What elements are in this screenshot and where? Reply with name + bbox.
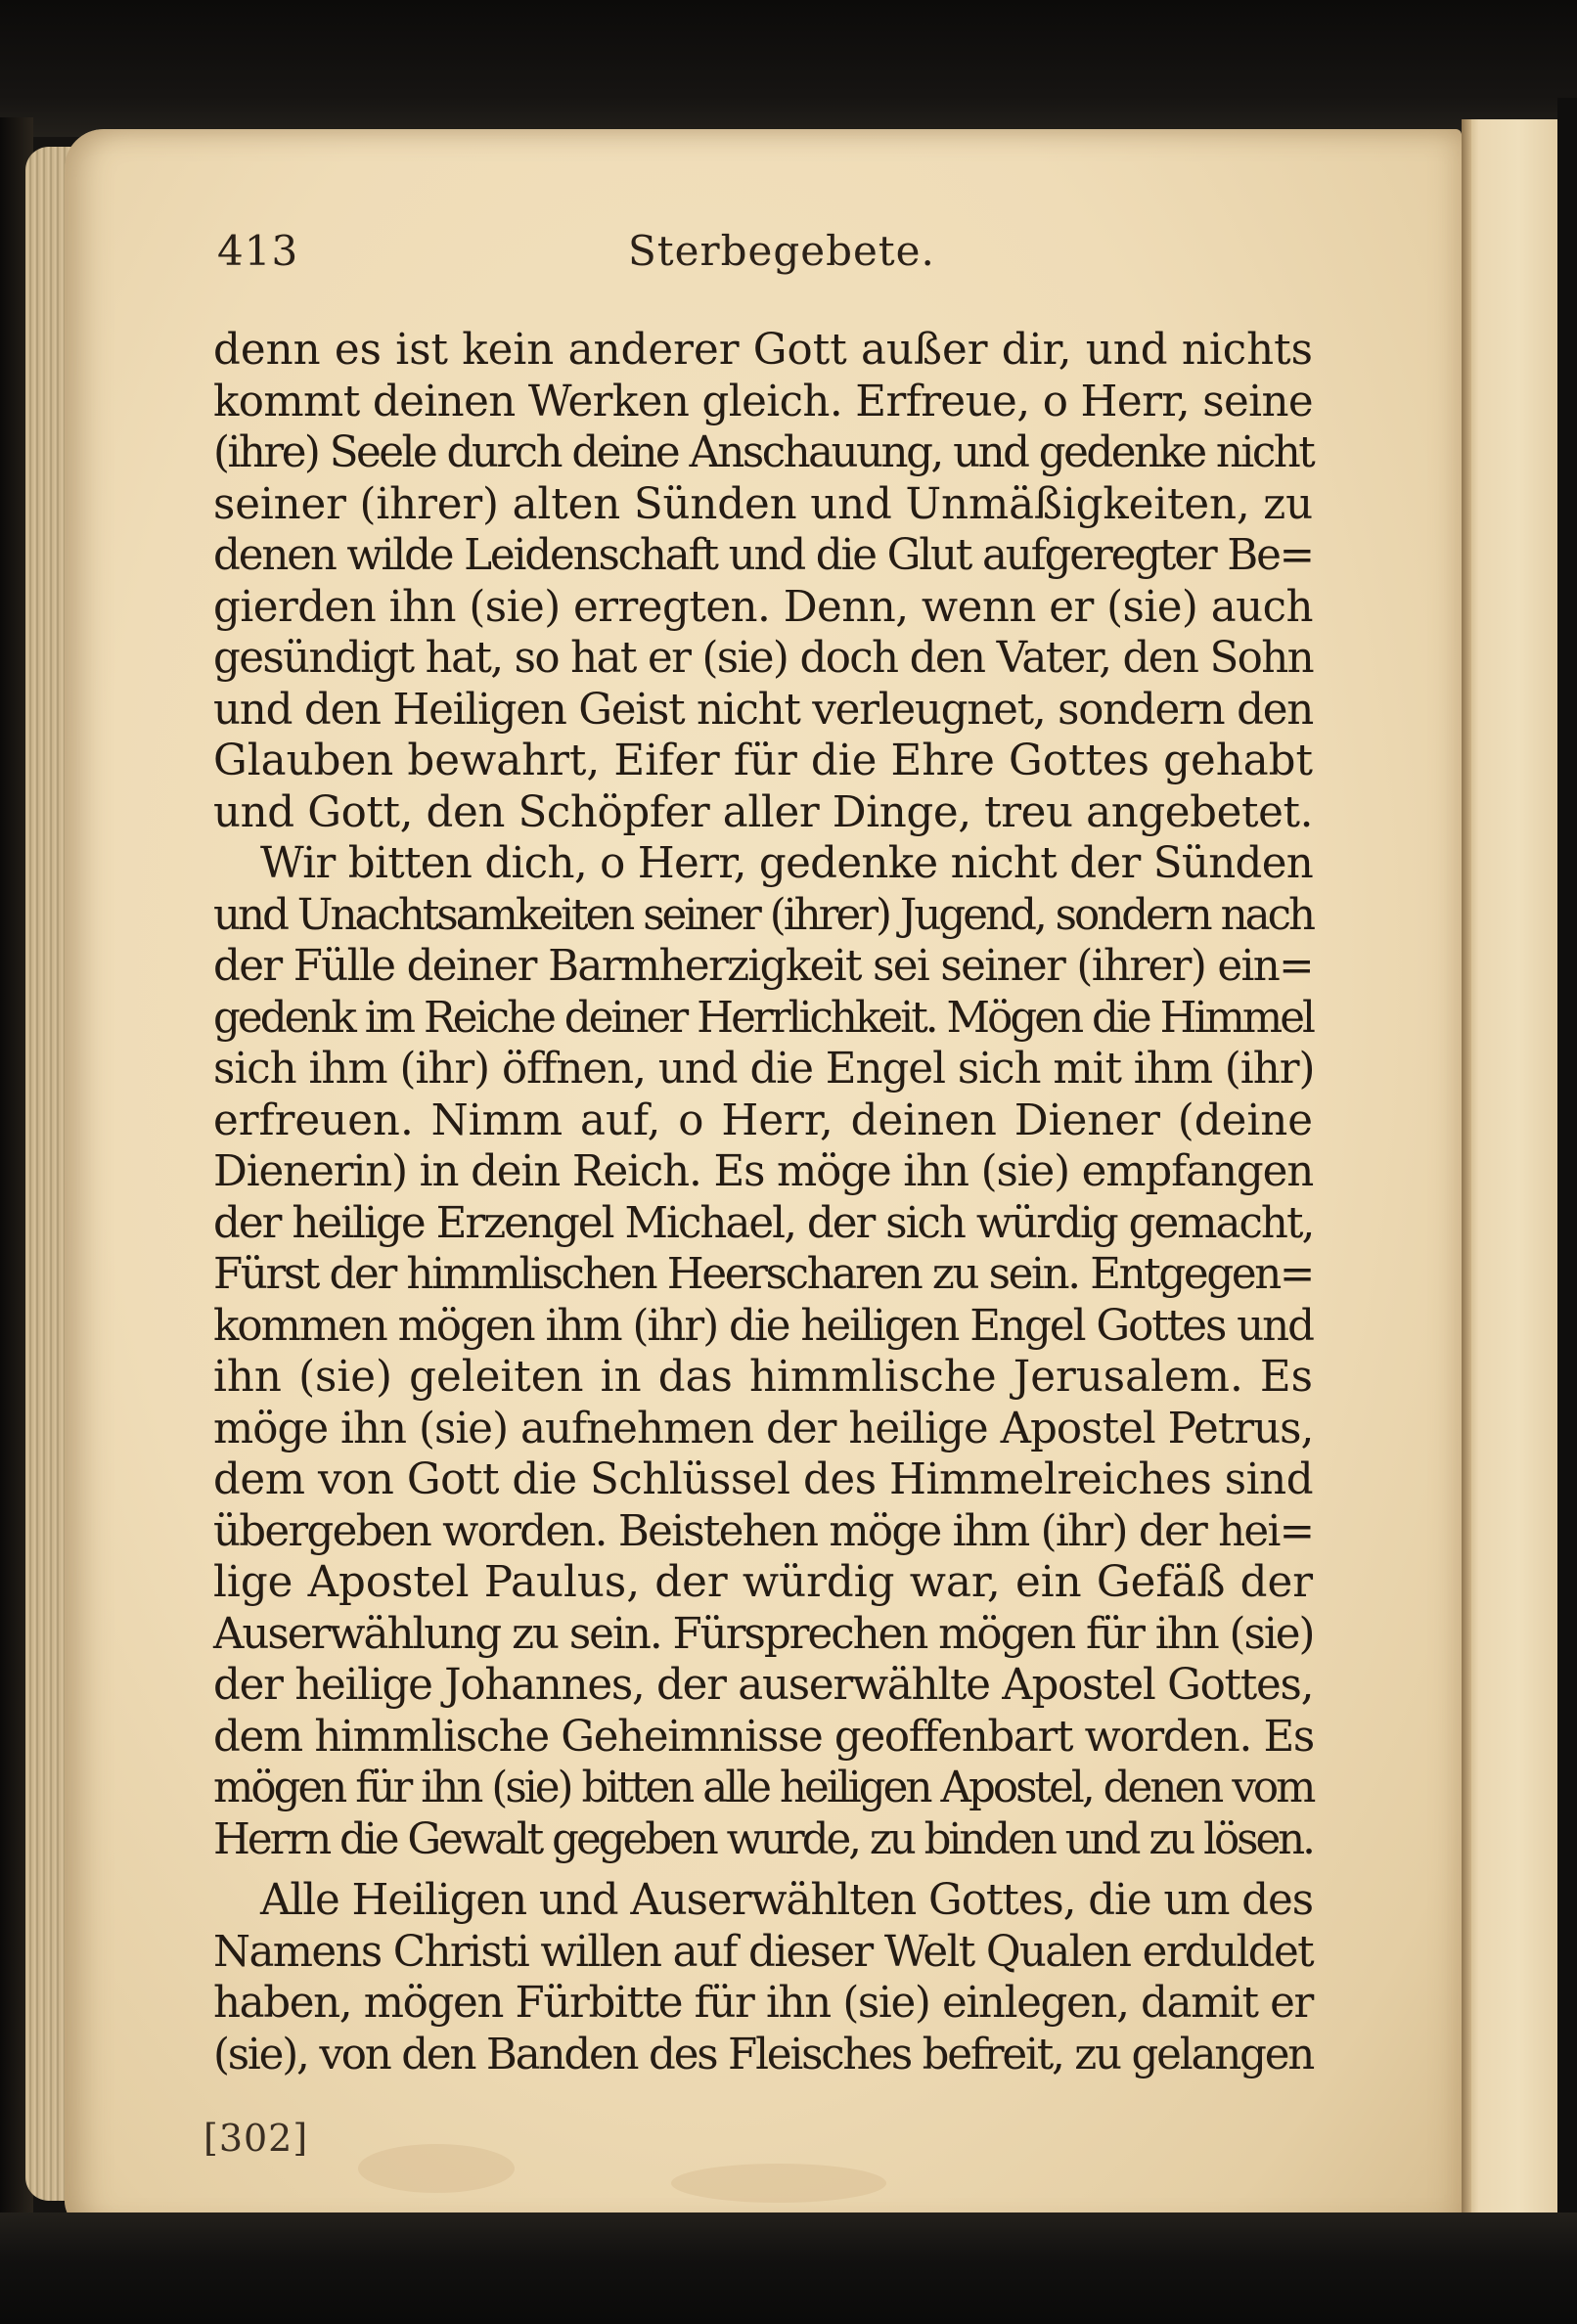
text-line: dem himmlische Geheimnisse geoffenbart worden. Es bbox=[213, 1712, 1314, 1762]
text-line: lige Apostel Paulus, der würdig war, ein Gefäß der bbox=[213, 1558, 1313, 1607]
text-line: Herrn die Gewalt gegeben wurde, zu binden und zu lösen. bbox=[213, 1814, 1313, 1864]
text-line: der heilige Erzengel Michael, der sich würdig gemacht, bbox=[213, 1198, 1314, 1248]
page-number: 413 bbox=[217, 227, 299, 275]
text-line: Fürst der himmlischen Heerscharen zu sein. Entgegen= bbox=[213, 1250, 1313, 1299]
text-line: möge ihn (sie) aufnehmen der heilige Apostel Petrus, bbox=[213, 1404, 1314, 1453]
text-line: erfreuen. Nimm auf, o Herr, deinen Diener (deine bbox=[213, 1095, 1313, 1145]
text-line: kommen mögen ihm (ihr) die heiligen Engel Gottes und bbox=[213, 1301, 1314, 1351]
text-line: denen wilde Leidenschaft und die Glut aufgeregter Be= bbox=[213, 531, 1313, 580]
text-line: dem von Gott die Schlüssel des Himmelreiches sind bbox=[213, 1455, 1314, 1504]
text-line: gesündigt hat, so hat er (sie) doch den Vater, den Sohn bbox=[213, 634, 1314, 683]
paper-stain bbox=[671, 2164, 886, 2203]
text-line: sich ihm (ihr) öffnen, und die Engel sich mit ihm (ihr) bbox=[213, 1045, 1315, 1094]
book-cover-top bbox=[0, 0, 1577, 137]
text-line: Auserwählung zu sein. Fürsprechen mögen für ihn (sie) bbox=[213, 1609, 1314, 1659]
text-line: denn es ist kein anderer Gott außer dir, und nichts bbox=[213, 326, 1313, 375]
facing-page-edge bbox=[1462, 119, 1557, 2232]
text-line: mögen für ihn (sie) bitten alle heiligen Apostel, denen vom bbox=[213, 1764, 1314, 1812]
text-line: Namens Christi willen auf dieser Welt Qualen erduldet bbox=[213, 1927, 1313, 1977]
text-line: und den Heiligen Geist nicht verleugnet, sondern den bbox=[213, 685, 1313, 735]
text-line: (ihre) Seele durch deine Anschauung, und gedenke nicht bbox=[213, 428, 1314, 477]
prayer-text bbox=[213, 325, 1313, 2080]
paragraph-gap bbox=[213, 1865, 1313, 1875]
page-gutter bbox=[1462, 119, 1471, 2232]
paper-stain bbox=[358, 2144, 515, 2193]
text-line: gierden ihn (sie) erregten. Denn, wenn er (sie) auch bbox=[213, 582, 1313, 632]
text-line: ihn (sie) geleiten in das himmlische Jerusalem. Es bbox=[213, 1353, 1313, 1402]
text-line: (sie), von den Banden des Fleisches befreit, zu gelangen bbox=[213, 2030, 1314, 2079]
running-title: Sterbegebete. bbox=[628, 227, 935, 275]
text-line: Alle Heiligen und Auserwählten Gottes, die um des bbox=[260, 1876, 1313, 1925]
text-line: haben, mögen Fürbitte für ihn (sie) einlegen, damit er bbox=[213, 1979, 1313, 2028]
text-line: und Unachtsamkeiten seiner (ihrer) Jugend, sondern nach bbox=[213, 890, 1313, 940]
text-line: gedenk im Reiche deiner Herrlichkeit. Mögen die Himmel bbox=[213, 993, 1313, 1043]
text-line: kommt deinen Werken gleich. Erfreue, o Herr, seine bbox=[213, 377, 1314, 426]
text-line: der Fülle deiner Barmherzigkeit sei seiner (ihrer) ein= bbox=[213, 942, 1313, 991]
text-line: übergeben worden. Beistehen möge ihm (ihr) der hei= bbox=[213, 1506, 1314, 1556]
text-line: seiner (ihrer) alten Sünden und Unmäßigkeiten, zu bbox=[213, 479, 1313, 529]
text-line: Dienerin) in dein Reich. Es möge ihn (sie) empfangen bbox=[213, 1147, 1314, 1196]
book-cover-bottom bbox=[0, 2212, 1577, 2324]
text-line: der heilige Johannes, der auserwählte Apostel Gottes, bbox=[213, 1661, 1314, 1710]
text-line: Glauben bewahrt, Eifer für die Ehre Gottes gehabt bbox=[213, 737, 1313, 785]
printer-signature: [302] bbox=[203, 2117, 309, 2160]
book-cover-right bbox=[1557, 98, 1577, 2240]
page-header bbox=[217, 227, 1313, 286]
text-line: Wir bitten dich, o Herr, gedenke nicht der Sünden bbox=[260, 839, 1314, 888]
text-line: und Gott, den Schöpfer aller Dinge, treu angebetet. bbox=[213, 787, 1314, 837]
